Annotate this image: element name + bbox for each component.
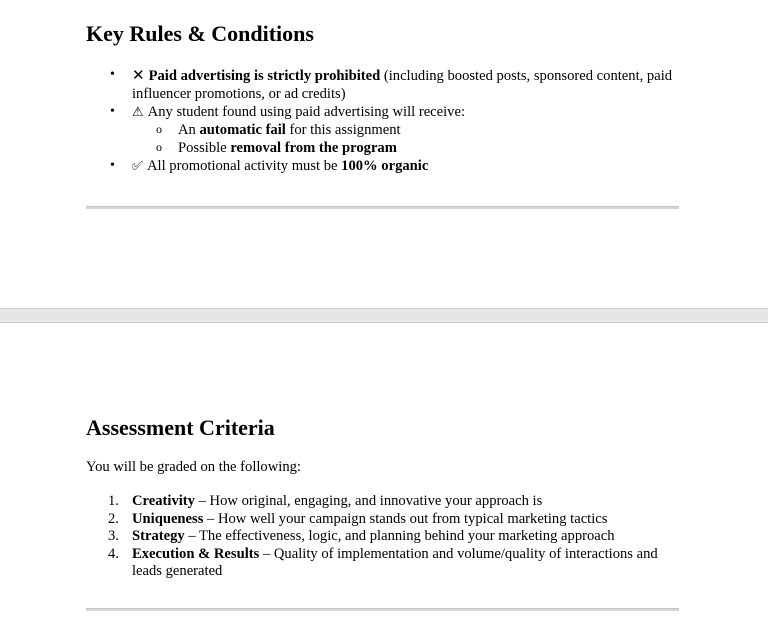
criteria-title: Strategy xyxy=(132,528,185,544)
criteria-number: 1. xyxy=(108,493,119,509)
criteria-item xyxy=(108,545,686,581)
criteria-number: 3. xyxy=(108,528,119,544)
rule-item-paid-ads xyxy=(132,66,686,103)
criteria-list xyxy=(86,493,686,581)
criteria-item xyxy=(108,528,686,546)
penalty-sublist xyxy=(132,122,686,157)
rule-text: Any student found using paid advertising will receive: xyxy=(147,104,466,120)
rules-heading: Key Rules & Conditions xyxy=(86,21,314,46)
penalty-bold-text: automatic fail xyxy=(199,122,286,138)
assessment-heading: Assessment Criteria xyxy=(86,415,275,440)
criteria-title: Uniqueness xyxy=(132,510,204,527)
criteria-item xyxy=(108,510,686,529)
assessment-intro: You will be graded on the following: xyxy=(86,459,301,475)
penalty-item xyxy=(178,122,686,140)
horizontal-rule xyxy=(86,206,679,209)
criteria-item xyxy=(108,493,686,511)
rule-bold-text: 100% organic xyxy=(341,158,429,174)
penalty-text: Possible xyxy=(178,139,231,156)
penalty-text: An xyxy=(178,122,200,138)
rule-bold-text: Paid advertising is strictly prohibited xyxy=(148,68,381,84)
rule-text: (including boosted posts, sponsored content, paid influencer promotions, or ad credits) xyxy=(132,68,673,102)
criteria-description: – The effectiveness, logic, and planning behind your marketing approach xyxy=(184,528,615,544)
horizontal-rule xyxy=(86,608,679,611)
rule-item-organic xyxy=(132,157,686,176)
criteria-number: 4. xyxy=(108,545,119,562)
criteria-description: – How original, engaging, and innovative your approach is xyxy=(194,493,543,509)
rules-list xyxy=(86,66,686,176)
criteria-title: Execution & Results xyxy=(132,545,260,562)
penalty-text: for this assignment xyxy=(285,122,401,138)
cross-mark-icon: ✕ xyxy=(132,66,145,84)
rule-text: All promotional activity must be xyxy=(147,158,342,174)
rule-item-penalty xyxy=(132,103,686,157)
criteria-description: – How well your campaign stands out from typical marketing tactics xyxy=(203,510,608,527)
page-break xyxy=(0,308,768,323)
penalty-item xyxy=(178,140,686,158)
check-mark-icon: ✅︎ xyxy=(132,159,143,174)
criteria-description: – Quality of implementation and volume/quality of interactions and leads generated xyxy=(132,545,658,579)
penalty-bold-text: removal from the program xyxy=(230,139,397,156)
warning-icon: ⚠︎ xyxy=(132,105,144,120)
criteria-number: 2. xyxy=(108,510,119,527)
criteria-title: Creativity xyxy=(132,493,195,509)
